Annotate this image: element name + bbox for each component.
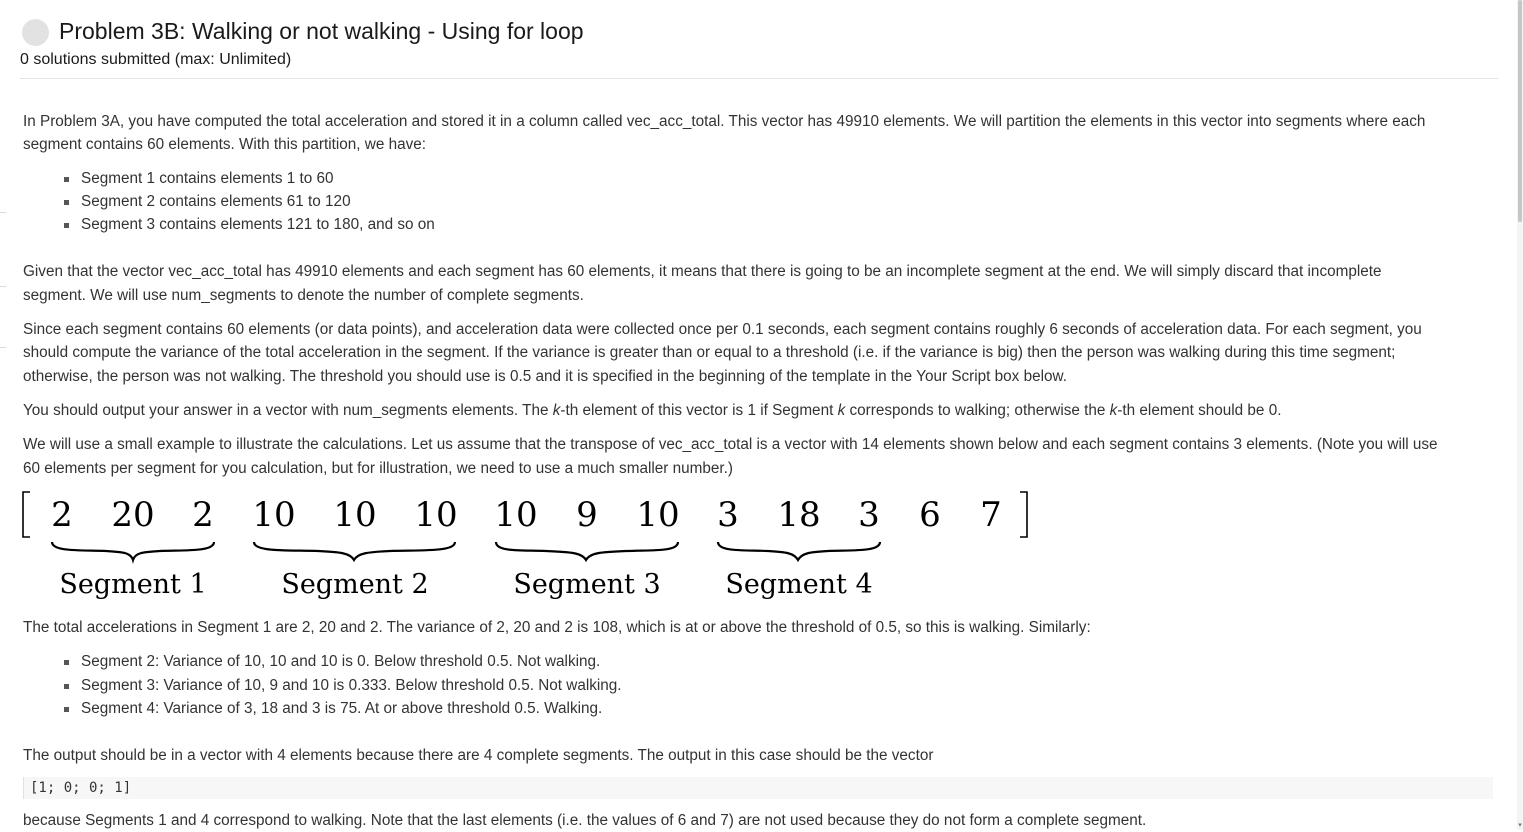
output-vector-paragraph: The output should be in a vector with 4 elements because there are 4 complete segments. The output in this case should be the vector bbox=[23, 747, 934, 765]
segment-label: Segment 4 bbox=[725, 569, 873, 600]
vector-element: 9 bbox=[576, 495, 598, 535]
list-item: Segment 4: Variance of 3, 18 and 3 is 75. At or above threshold 0.5. Walking. bbox=[23, 697, 1443, 720]
segment-label: Segment 1 bbox=[59, 569, 207, 600]
rail-tick bbox=[0, 347, 6, 348]
segment-1-brace bbox=[52, 542, 214, 560]
variance-list bbox=[23, 650, 1443, 720]
list-item: Segment 1 contains elements 1 to 60 bbox=[23, 167, 1443, 190]
bullet-icon bbox=[64, 660, 69, 665]
segment-label: Segment 3 bbox=[513, 569, 661, 600]
output-paragraph: You should output your answer in a vector with num_segments elements. The k-th element of this vector is 1 if Segment k corresponds to walking; otherwise the k-th element should be 0. bbox=[23, 401, 1282, 419]
total-acceleration-paragraph: The total accelerations in Segment 1 are 2, 20 and 2. The variance of 2, 20 and 2 is 108, which is at or above the threshold of 0.5, so this is walking. Similarly: bbox=[23, 619, 1091, 636]
code-block: [1; 0; 0; 1] bbox=[23, 777, 1493, 799]
vector-element: 2 bbox=[192, 495, 214, 535]
bullet-icon bbox=[64, 223, 69, 228]
segment-label: Segment 2 bbox=[281, 569, 429, 600]
vector-element: 10 bbox=[333, 495, 377, 535]
intro-paragraph: In Problem 3A, you have computed the total acceleration and stored it in a column called vec_acc_total. This vector has 49910 elements. We will partition the elements in this vector into segments where each segment contains 60 elements. With this partition, we have: bbox=[23, 113, 1426, 154]
segment-4-brace bbox=[718, 542, 880, 560]
left-bracket bbox=[23, 492, 30, 537]
example-paragraph: We will use a small example to illustrate the calculations. Let us assume that the transpose of vec_acc_total is a vector with 14 elements shown below and each segment contains 3 elements. (Note you will use 60 elements per segment for you calculation, but for illustration, we need to use a much smaller number.) bbox=[23, 436, 1438, 477]
bullet-icon bbox=[64, 200, 69, 205]
vector-element: 10 bbox=[636, 495, 680, 535]
problem-description bbox=[23, 110, 1443, 480]
vector-element: 10 bbox=[494, 495, 538, 535]
list-item: Segment 3 contains elements 121 to 180, and so on bbox=[23, 213, 1443, 236]
right-bracket bbox=[1020, 492, 1027, 537]
left-rail bbox=[0, 0, 6, 830]
vector-element: 10 bbox=[414, 495, 458, 535]
list-item: Segment 2 contains elements 61 to 120 bbox=[23, 190, 1443, 213]
vector-element: 10 bbox=[252, 495, 296, 535]
submissions-count: 0 solutions submitted (max: Unlimited) bbox=[20, 51, 292, 68]
vector-element: 20 bbox=[111, 495, 155, 535]
example-vector-figure bbox=[18, 486, 1048, 606]
vector-element: 2 bbox=[51, 495, 73, 535]
because-paragraph: because Segments 1 and 4 correspond to walking. Note that the last elements (i.e. the values of 6 and 7) are not used because they do not form a complete segment. bbox=[23, 812, 1147, 829]
problem-header bbox=[20, 16, 1498, 79]
bullet-icon bbox=[64, 707, 69, 712]
given-paragraph: Given that the vector vec_acc_total has 49910 elements and each segment has 60 elements, it means that there is going to be an incomplete segment at the end. We will simply discard that incomplete segment. We will use num_segments to denote the number of complete segments. bbox=[23, 263, 1382, 304]
bullet-icon bbox=[64, 684, 69, 689]
vector-element: 3 bbox=[858, 495, 880, 535]
bullet-icon bbox=[64, 177, 69, 182]
example-vector-svg bbox=[18, 486, 1048, 606]
problem-title: Problem 3B: Walking or not walking - Using for loop bbox=[59, 18, 584, 44]
list-item: Segment 2: Variance of 10, 10 and 10 is 0. Below threshold 0.5. Not walking. bbox=[23, 650, 1443, 673]
scrollbar-thumb[interactable] bbox=[1518, 0, 1522, 222]
rail-tick bbox=[0, 286, 6, 287]
vector-element: 18 bbox=[777, 495, 821, 535]
vector-element: 7 bbox=[980, 495, 1002, 535]
rail-tick bbox=[0, 212, 6, 213]
vertical-scrollbar[interactable] bbox=[1517, 0, 1523, 830]
calculation-description bbox=[23, 616, 1443, 767]
vector-element: 6 bbox=[919, 495, 941, 535]
vector-element: 3 bbox=[717, 495, 739, 535]
scroll-down-arrow-icon[interactable]: ▾ bbox=[1518, 822, 1522, 829]
segment-3-brace bbox=[496, 542, 678, 560]
since-paragraph: Since each segment contains 60 elements (or data points), and acceleration data were collected once per 0.1 seconds, each segment contains roughly 6 seconds of acceleration data. For each segment, you should compute the variance of the total acceleration in the segment. If the variance is greater than or equal to a threshold (i.e. if the variance is big) then the person was walking during this time segment; otherwise, the person was not walking. The threshold you should use is 0.5 and it is specified in the beginning of the template in the Your Script box below. bbox=[23, 321, 1422, 385]
list-item: Segment 3: Variance of 10, 9 and 10 is 0.333. Below threshold 0.5. Not walking. bbox=[23, 674, 1443, 697]
segments-list bbox=[23, 167, 1443, 237]
status-circle-icon bbox=[22, 19, 49, 46]
segment-2-brace bbox=[254, 542, 455, 560]
